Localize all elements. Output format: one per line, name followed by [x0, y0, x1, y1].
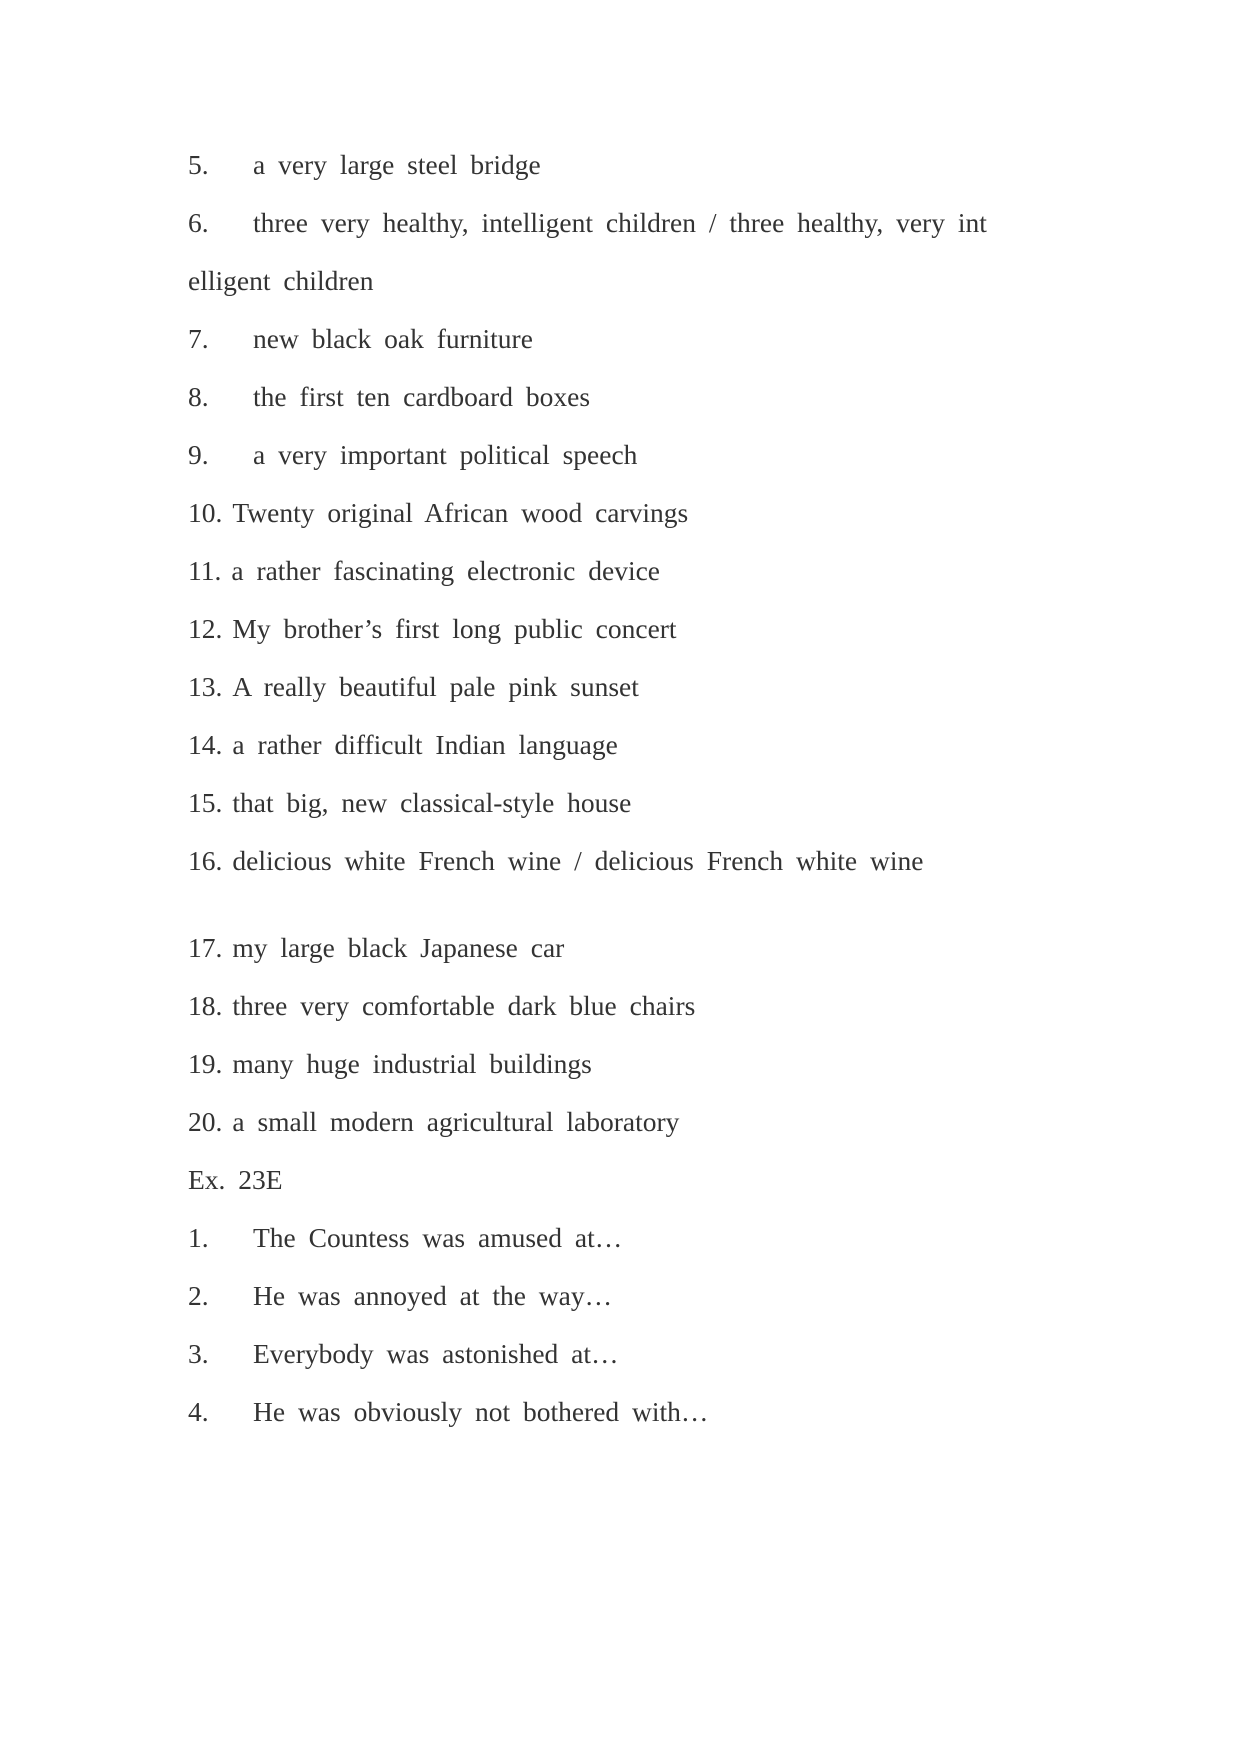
item-text: many huge industrial buildings	[232, 1048, 592, 1079]
item-text: new black oak furniture	[253, 323, 533, 354]
item-text: A really beautiful pale pink sunset	[232, 671, 639, 702]
item-number: 5.	[188, 149, 209, 180]
list-item	[188, 1105, 679, 1139]
item-text: delicious white French wine / delicious French white wine	[232, 845, 924, 876]
list-item	[188, 380, 590, 414]
list-item	[188, 844, 923, 878]
item-text: a rather difficult Indian language	[232, 729, 618, 760]
item-text: three very healthy, intelligent children / three healthy, very int	[253, 207, 987, 238]
item-text: the first ten cardboard boxes	[253, 381, 591, 412]
item-number: 20.	[188, 1106, 223, 1137]
item-number: 17.	[188, 932, 223, 963]
list-item	[188, 931, 564, 965]
list-item	[188, 989, 695, 1023]
item-text: Twenty original African wood carvings	[232, 497, 689, 528]
item-number: 13.	[188, 671, 223, 702]
item-text: elligent children	[188, 265, 374, 296]
item-text: He was obviously not bothered with…	[253, 1396, 709, 1427]
item-number: 2.	[188, 1280, 209, 1311]
item-number: 8.	[188, 381, 209, 412]
item-text: a small modern agricultural laboratory	[232, 1106, 680, 1137]
list-item	[188, 206, 987, 240]
list-item	[188, 1047, 592, 1081]
item-text: my large black Japanese car	[232, 932, 565, 963]
list-item	[188, 1395, 708, 1429]
item-number: 7.	[188, 323, 209, 354]
section-heading: Ex. 23E	[188, 1164, 283, 1195]
list-item	[188, 438, 637, 472]
list-item	[188, 322, 533, 356]
item-number: 19.	[188, 1048, 223, 1079]
item-number: 9.	[188, 439, 209, 470]
list-item	[188, 786, 631, 820]
item-number: 6.	[188, 207, 209, 238]
item-number: 15.	[188, 787, 223, 818]
item-number: 11.	[188, 555, 222, 586]
item-text: a very large steel bridge	[253, 149, 541, 180]
list-item-continuation	[188, 264, 373, 298]
list-item	[188, 1279, 612, 1313]
list-item	[188, 148, 541, 182]
item-text: a very important political speech	[253, 439, 638, 470]
item-text: three very comfortable dark blue chairs	[232, 990, 696, 1021]
list-item	[188, 496, 688, 530]
item-text: a rather fascinating electronic device	[231, 555, 660, 586]
item-text: He was annoyed at the way…	[253, 1280, 613, 1311]
list-item	[188, 554, 660, 588]
list-item	[188, 1337, 619, 1371]
item-number: 16.	[188, 845, 223, 876]
item-number: 12.	[188, 613, 223, 644]
item-number: 14.	[188, 729, 223, 760]
list-item	[188, 728, 618, 762]
list-item	[188, 612, 677, 646]
item-number: 18.	[188, 990, 223, 1021]
item-number: 1.	[188, 1222, 209, 1253]
item-number: 3.	[188, 1338, 209, 1369]
list-item	[188, 670, 639, 704]
item-text: that big, new classical-style house	[232, 787, 632, 818]
list-item	[188, 1221, 622, 1255]
item-text: The Countess was amused at…	[253, 1222, 623, 1253]
item-text: Everybody was astonished at…	[253, 1338, 619, 1369]
item-text: My brother’s first long public concert	[232, 613, 677, 644]
item-number: 10.	[188, 497, 223, 528]
item-number: 4.	[188, 1396, 209, 1427]
